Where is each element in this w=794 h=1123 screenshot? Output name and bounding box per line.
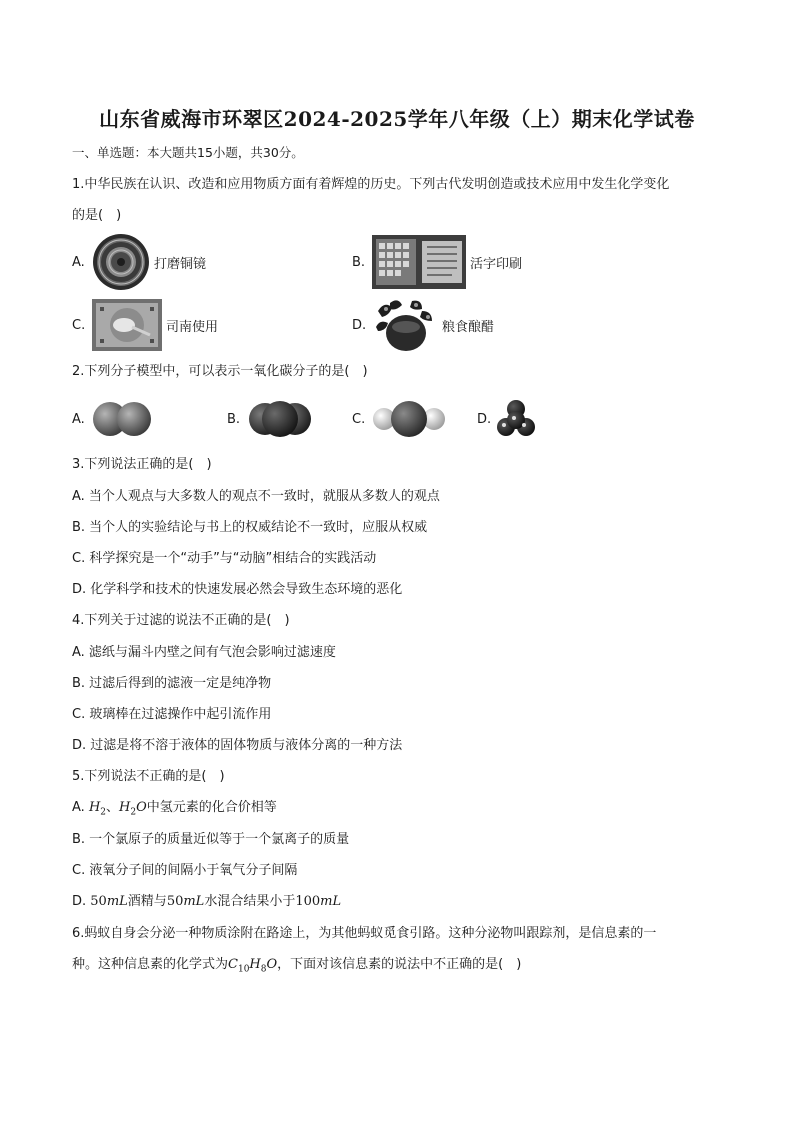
molecule-c-icon <box>370 400 448 438</box>
quantity: 50 <box>90 894 107 909</box>
option-text: 打磨铜镜 <box>154 256 207 272</box>
q2-option-b[interactable] <box>227 398 315 440</box>
molecule-b-icon <box>245 400 315 438</box>
quantity: 100 <box>295 894 321 909</box>
q1-option-d[interactable] <box>352 295 494 355</box>
q3-option-d[interactable]: D. 化学科学和技术的快速发展必然会导致生态环境的恶化 <box>72 582 403 597</box>
unit: mL <box>320 894 342 909</box>
movable-type-icon <box>372 235 466 289</box>
q4-option-d[interactable]: D. 过滤是将不溶于液体的固体物质与液体分离的一种方法 <box>72 738 403 753</box>
grain-vinegar-icon <box>372 297 438 353</box>
separator: 、 <box>106 800 120 815</box>
formula-c10h8o: $C_{10}H_8O$ <box>228 957 278 975</box>
q5-option-b[interactable]: B. 一个氯原子的质量近似等于一个氯离子的质量 <box>72 832 350 847</box>
page-title: 山东省威海市环翠区2024-2025学年八年级（上）期末化学试卷 <box>99 107 695 131</box>
option-letter: B. <box>227 411 241 427</box>
q3-option-c[interactable]: C. 科学探究是一个“动手”与“动脑”相结合的实践活动 <box>72 551 377 566</box>
option-letter: B. <box>352 254 366 270</box>
molecule-a-icon <box>90 400 156 438</box>
quantity: 50 <box>166 894 184 909</box>
option-letter: D. <box>352 317 367 333</box>
compass-icon <box>92 299 162 351</box>
option-text: 酒精与 <box>127 894 167 909</box>
formula-h2: $H_2$ <box>88 800 107 818</box>
q6-stem-line1: 6.蚂蚁自身会分泌一种物质涂附在路途上，为其他蚂蚁觅食引路。这种分泌物叫跟踪剂，是信息素的一 <box>72 926 657 941</box>
q2-option-d[interactable] <box>477 398 537 440</box>
q1-option-c[interactable] <box>72 295 218 355</box>
q5-option-d[interactable] <box>72 893 341 911</box>
q3-option-a[interactable]: A. 当个人观点与大多数人的观点不一致时，就服从多数人的观点 <box>72 489 440 504</box>
option-letter: D. <box>477 411 492 427</box>
q3-option-b[interactable]: B. 当个人的实验结论与书上的权威结论不一致时，应服从权威 <box>72 520 428 535</box>
q1-option-a[interactable] <box>72 232 206 292</box>
q1-options-row2 <box>72 295 722 355</box>
q1-stem-line2: 的是( ) <box>72 208 122 223</box>
option-text: 水混合结果小于 <box>204 894 296 909</box>
q5-option-c[interactable]: C. 液氧分子间的间隔小于氧气分子间隔 <box>72 863 298 878</box>
q4-option-b[interactable]: B. 过滤后得到的滤液一定是纯净物 <box>72 676 272 691</box>
q6-stem-line2 <box>72 956 521 979</box>
stem-text: ，下面对该信息素的说法中不正确的是( ) <box>277 957 522 972</box>
q2-options-row <box>72 398 592 440</box>
option-text: 粮食酿醋 <box>442 319 495 335</box>
option-text: 司南使用 <box>166 319 219 335</box>
bronze-mirror-icon <box>92 233 150 291</box>
q5-option-a[interactable] <box>72 799 277 822</box>
option-text: 活字印刷 <box>470 256 523 272</box>
q4-stem: 4.下列关于过滤的说法不正确的是( ) <box>72 613 290 628</box>
q1-options-row1 <box>72 232 722 292</box>
option-text: 中氢元素的化合价相等 <box>146 800 277 815</box>
q5-stem: 5.下列说法不正确的是( ) <box>72 769 225 784</box>
q4-option-c[interactable]: C. 玻璃棒在过滤操作中起引流作用 <box>72 707 272 722</box>
option-letter: A. <box>72 800 89 815</box>
option-letter: C. <box>352 411 366 427</box>
q3-stem: 3.下列说法正确的是( ) <box>72 457 212 472</box>
q2-stem: 2.下列分子模型中，可以表示一氧化碳分子的是( ) <box>72 364 368 379</box>
section-heading: 一、单选题：本大题共15小题，共30分。 <box>72 145 304 160</box>
formula-h2o: $H_2O$ <box>119 800 147 818</box>
q2-option-a[interactable] <box>72 398 156 440</box>
unit: mL <box>106 894 128 909</box>
stem-text: 种。这种信息素的化学式为 <box>72 957 229 972</box>
q1-option-b[interactable] <box>352 232 522 292</box>
unit: mL <box>183 894 205 909</box>
option-letter: C. <box>72 317 86 333</box>
q2-option-c[interactable] <box>352 398 448 440</box>
q4-option-a[interactable]: A. 滤纸与漏斗内壁之间有气泡会影响过滤速度 <box>72 645 336 660</box>
q1-stem-line1: 1.中华民族在认识、改造和应用物质方面有着辉煌的历史。下列古代发明创造或技术应用中发生化学变化 <box>72 177 670 192</box>
molecule-d-icon <box>495 399 537 439</box>
option-letter: D. <box>72 894 91 909</box>
option-letter: A. <box>72 411 85 427</box>
option-letter: A. <box>72 254 85 270</box>
